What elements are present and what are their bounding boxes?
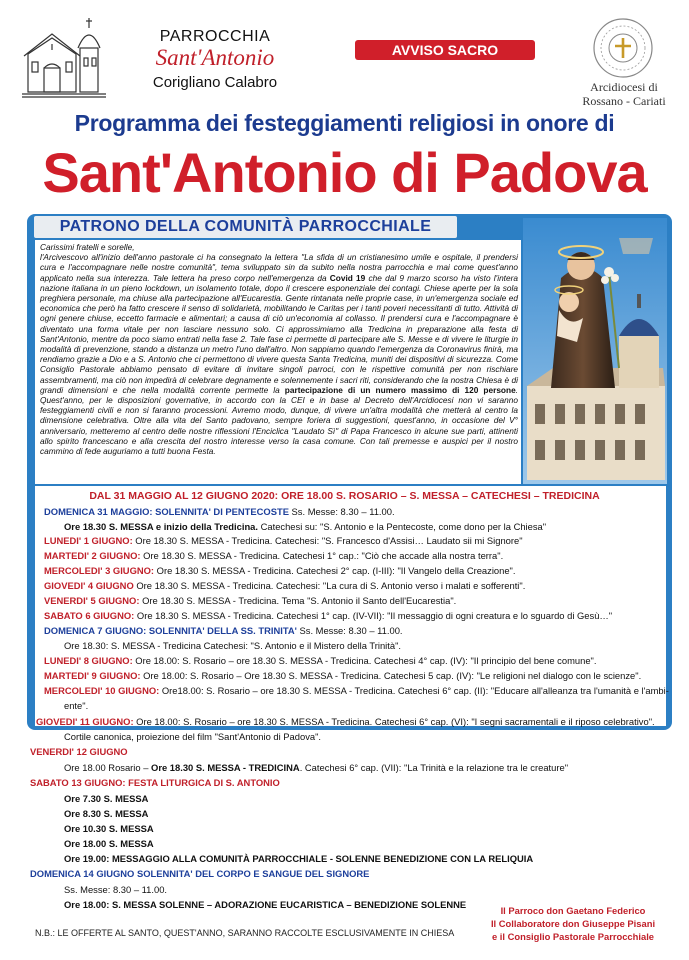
program-line-9: DOMENICA 7 GIUGNO: SOLENNITA' DELLA SS. TRINITA' Ss. Messe: 8.30 – 11.00. bbox=[44, 625, 403, 636]
program-line-17: VENERDI' 12 GIUGNO bbox=[30, 746, 128, 757]
program-line-12: MARTEDI' 9 GIUGNO: Ore 18.00: S. Rosario – Ore 18.30 S. MESSA - Tredicina. Catechesi 5 cap. (IV): "Le religioni nel dialogo con le scienze". bbox=[44, 670, 642, 681]
parish-city: Corigliano Calabro bbox=[152, 74, 278, 91]
program-line-10: Ore 18.30: S. MESSA - Tredicina Catechesi: "S. Antonio e il Mistero della Trinità". bbox=[64, 640, 402, 651]
church-drawing-icon bbox=[22, 14, 106, 100]
patron-text: PATRONO DELLA COMUNITÀ PARROCCHIALE bbox=[59, 218, 432, 235]
program-line-18: Ore 18.00 Rosario – Ore 18.30 S. MESSA - TREDICINA. Catechesi 6° cap. (VII): "La Trinità e la relazione tra le creature" bbox=[64, 762, 569, 773]
program-line-19: SABATO 13 GIUGNO: FESTA LITURGICA DI S. ANTONIO bbox=[30, 777, 280, 788]
saint-statue-photo bbox=[523, 218, 667, 484]
program-line-4: MARTEDI' 2 GIUGNO: Ore 18.30 S. MESSA - Tredicina. Catechesi 1° cap.: "Ciò che accade alla nostra terra". bbox=[44, 550, 504, 561]
pastoral-letter: Carissimi fratelli e sorelle, l'Arcivescovo all'inizio dell'anno pastorale ci ha consegnato la lettera "La sfida di un cristianesimo umile e ospitale, il prendersi cura e l'accompagnare nelle nostre comunità", tema sviluppato sin da subito nella nostra parrocchia e mai come quest'anno applicato nella sua interezza. Tale lettera ha preso corpo nell'emergenza da Covid 19 che dal 9 marzo scorso ha visto l'intera nazione italiana in un pieno lockdown, un isolamento totale, dopo il crescere esponenziale dei contagi. Chiese aperte per la sola preghiera personale, ma chiuse alla partecipazione all'Eucarestia. Gente rintanata nelle proprie case, in un'emergenza sociale ed economica che però ha fatto crescere il senso di solidarietà, mobilitando le Caritas per i tanti poveri necessitanti di tutto. Attività di ogni genere chiuse, eccetto farmacie e alimentari; a causa di ciò un'economia al collasso. Il prendersi cura e l'accompagnare è diventato una forma vitale per non lasciare nessuno solo. Ci approssimiamo alla Tredicina in preparazione alla festa di Sant'Antonio, mentre da poco siamo entrati nella fase 2. Tale fase ci permette di partecipare alle S. Messe e di vivere le liturgie in modalità di prevenzione, stando a distanza un metro l'uno dall'altro. Non sappiamo quando l'emergenza da Coronavirus finirà, ma rendiamo grazie a Dio e a S. Antonio che ci permettono di vivere questa Santa Tredicina, muniti dei dispositivi di sicurezza. Come Consiglio Pastorale abbiamo pensato di evitare di invitare singoli parroci, con le rispettive comunità per non rischiare assembramenti, ma ciò non impedirà di celebrare degnamente e solennemente i sacri riti, considerando che la nostra Chiesa è di grandi dimensioni e che nella modalità corrente permette la partecipazione di un numero massimo di 120 persone. Quest'anno, per le disposizioni governative, in accordo con la CEI e in base al Decreto dell'Arcidiocesi non vi saranno festeggiamenti civili e non si faranno processioni. Avremo modo, dunque, di vivere un'altra modalità che metterà al centro la dimensione celebrativa. Oltre alla vita del Santo padovano, sempre foriera di suggestioni, quest'anno, in occasione del V° anniversario, metteremo al centro delle nostre riflessioni l'Enciclica "Laudato Sì" di Papa Francesco in alcune sue parti, attinenti allo spirito francescano e alla crescita del nostro interesse verso la casa comune. Con tali premesse e auspici per il nostro cammino di fede auguriamo a tutti buona Festa. bbox=[40, 242, 518, 457]
signature-block: Il Parroco don Gaetano Federico Il Collaboratore don Giuseppe Pisani e il Consiglio Pastorale Parrocchiale bbox=[490, 905, 656, 943]
program-line-1: DOMENICA 31 MAGGIO: SOLENNITA' DI PENTECOSTE Ss. Messe: 8.30 – 11.00. bbox=[44, 506, 395, 517]
parish-label: PARROCCHIA bbox=[159, 28, 271, 45]
footnote: N.B.: LE OFFERTE AL SANTO, QUEST'ANNO, SARANNO RACCOLTE ESCLUSIVAMENTE IN CHIESA bbox=[35, 928, 455, 938]
program-line-13: MERCOLEDI' 10 GIUGNO: Ore18.00: S. Rosario – ore 18.30 S. MESSA - Tredicina. Catechesi 6° cap. (II): "Educare all'alleanza tra l'umanità e l'ambi- bbox=[44, 685, 669, 696]
program-range: DAL 31 MAGGIO AL 12 GIUGNO 2020: ORE 18.00 S. ROSARIO – S. MESSA – CATECHESI – TREDICINA bbox=[89, 490, 600, 502]
headline: Programma dei festeggiamenti religiosi in onore di bbox=[74, 110, 615, 136]
parish-name: Sant'Antonio bbox=[155, 45, 275, 70]
program-line-11: LUNEDI' 8 GIUGNO: Ore 18.00: S. Rosario – ore 18.30 S. MESSA - Tredicina. Catechesi 4° cap. (IV): "Il principio del bene comune". bbox=[44, 655, 597, 666]
program-line-8: SABATO 6 GIUGNO: Ore 18.30 S. MESSA - Tredicina. Catechesi 1° cap. (IV-VII): "Il messaggio di ogni creatura e lo sguardo di Gesù…" bbox=[44, 610, 613, 621]
diocese-seal-icon bbox=[590, 16, 656, 80]
program-line-14: ente". bbox=[64, 700, 89, 711]
program-line-26: Ss. Messe: 8.30 – 11.00. bbox=[64, 884, 168, 895]
program-line-22: Ore 10.30 S. MESSA bbox=[64, 823, 154, 834]
program-line-21: Ore 8.30 S. MESSA bbox=[64, 808, 149, 819]
program-line-5: MERCOLEDI' 3 GIUGNO: Ore 18.30 S. MESSA - Tredicina. Catechesi 2° cap. (I-III): "Il Vangelo della Creazione". bbox=[44, 565, 516, 576]
program-line-23: Ore 18.00 S. MESSA bbox=[64, 838, 154, 849]
program-line-27: Ore 18.00: S. MESSA SOLENNE – ADORAZIONE EUCARISTICA – BENEDIZIONE SOLENNE bbox=[64, 899, 467, 910]
program-line-3: LUNEDI' 1 GIUGNO: Ore 18.30 S. MESSA - Tredicina. Catechesi: "S. Francesco d'Assisi… Laudato sii mi Signore" bbox=[44, 535, 523, 546]
program-line-16: Cortile canonica, proiezione del film "Sant'Antonio di Padova". bbox=[64, 731, 322, 742]
program-line-6: GIOVEDI' 4 GIUGNO Ore 18.30 S. MESSA - Tredicina. Catechesi: "La cura di S. Antonio verso i malati e sofferenti". bbox=[44, 580, 526, 591]
notice-badge: AVVISO SACRO bbox=[355, 40, 535, 60]
program-line-24: Ore 19.00: MESSAGGIO ALLA COMUNITÀ PARROCCHIALE - SOLENNE BENEDIZIONE CON LA RELIQUIA bbox=[64, 853, 534, 864]
program-line-7: VENERDI' 5 GIUGNO: Ore 18.30 S. MESSA - Tredicina. Tema "S. Antonio il Santo dell'Eucarestia". bbox=[44, 595, 457, 606]
diocese-name: Arcidiocesi di Rossano - Cariati bbox=[582, 80, 666, 108]
program-line-15: GIOVEDI' 11 GIUGNO: Ore 18.00: S. Rosario – ore 18.30 S. MESSA - Tredicina. Catechesi 6° cap. (VI): "I segni sacramentali e il riposo celebrativo". bbox=[36, 716, 655, 727]
saint-title: Sant'Antonio di Padova bbox=[42, 141, 647, 204]
program-line-20: Ore 7.30 S. MESSA bbox=[64, 793, 149, 804]
program-line-25: DOMENICA 14 GIUGNO SOLENNITA' DEL CORPO E SANGUE DEL SIGNORE bbox=[30, 868, 370, 879]
program-line-2: Ore 18.30 S. MESSA e inizio della Tredicina. Catechesi su: "S. Antonio e la Pentecoste, come dono per la Chiesa" bbox=[64, 521, 547, 532]
